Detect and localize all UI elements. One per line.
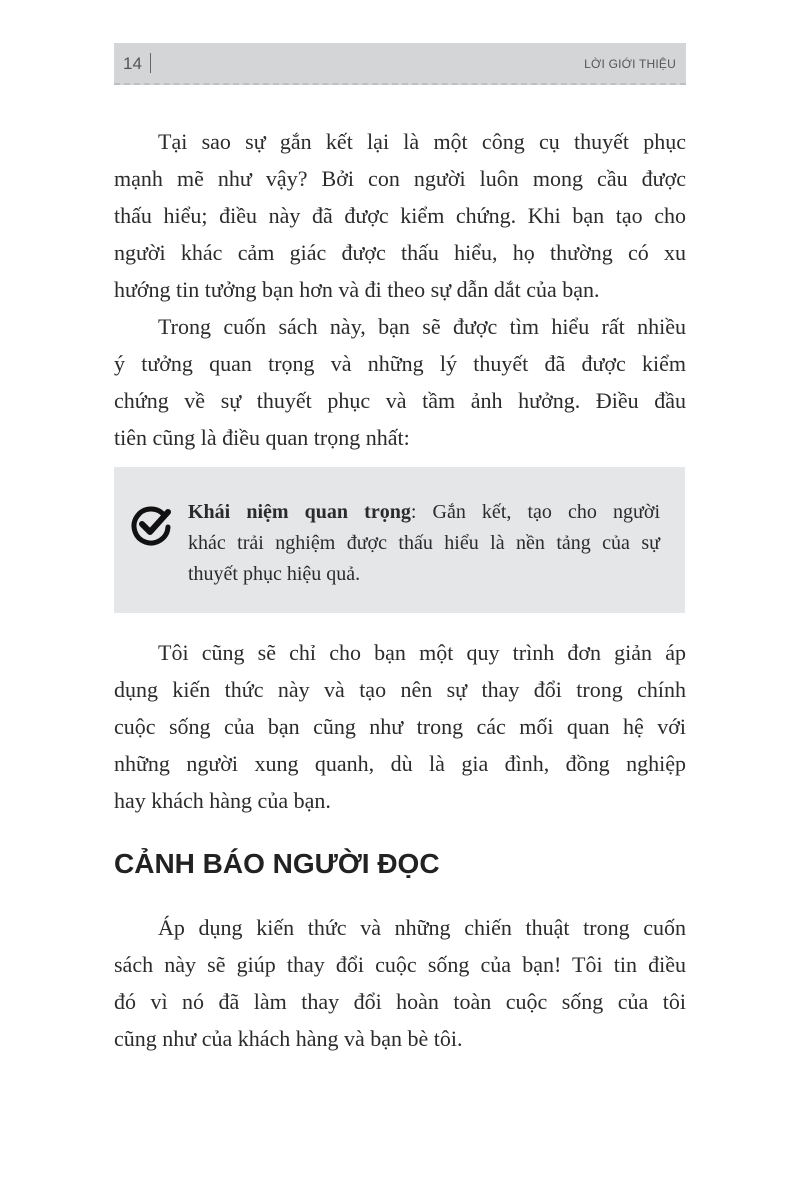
section-title: LỜI GIỚI THIỆU <box>584 57 676 71</box>
paragraph-3 <box>114 634 686 819</box>
text-line: chứng về sự thuyết phục và tầm ảnh hưởng. Điều đầu <box>114 388 686 413</box>
callout-text <box>188 497 660 590</box>
paragraph-4 <box>114 909 686 1057</box>
text-line: Tại sao sự gắn kết lại là một công cụ thuyết phục <box>158 129 686 154</box>
text-line: hay khách hàng của bạn. <box>114 788 331 813</box>
key-concept-callout <box>114 467 685 613</box>
text-line: Áp dụng kiến thức và những chiến thuật trong cuốn <box>158 915 686 940</box>
text-line: Tôi cũng sẽ chỉ cho bạn một quy trình đơn giản áp <box>158 640 686 665</box>
text-line: cũng như của khách hàng và bạn bè tôi. <box>114 1026 463 1051</box>
text-line: những người xung quanh, dù là gia đình, đồng nghiệp <box>114 751 686 776</box>
callout-line: thuyết phục hiệu quả. <box>188 563 361 585</box>
callout-label: Khái niệm quan trọng <box>188 501 411 523</box>
text-line: dụng kiến thức này và tạo nên sự thay đổi trong chính <box>114 677 686 702</box>
callout-line: : Gắn kết, tạo cho người <box>410 501 660 523</box>
text-line: Trong cuốn sách này, bạn sẽ được tìm hiểu rất nhiều <box>158 314 686 339</box>
text-line: hướng tin tưởng bạn hơn và đi theo sự dẫn dắt của bạn. <box>114 277 600 302</box>
paragraph-2 <box>114 308 686 456</box>
text-line: tiên cũng là điều quan trọng nhất: <box>114 425 410 450</box>
paragraph-1 <box>114 123 686 308</box>
running-header <box>114 43 686 85</box>
text-line: thấu hiểu; điều này đã được kiểm chứng. Khi bạn tạo cho <box>114 203 686 228</box>
text-line: mạnh mẽ như vậy? Bởi con người luôn mong cầu được <box>114 166 686 191</box>
page-number: 14 <box>123 54 142 73</box>
text-line: sách này sẽ giúp thay đổi cuộc sống của bạn! Tôi tin điều <box>114 952 686 977</box>
text-line: cuộc sống của bạn cũng như trong các mối quan hệ với <box>114 714 686 739</box>
text-line: đó vì nó đã làm thay đổi hoàn toàn cuộc sống của tôi <box>114 989 686 1014</box>
check-circle-icon <box>130 503 174 547</box>
text-line: ý tưởng quan trọng và những lý thuyết đã được kiểm <box>114 351 686 376</box>
text-line: người khác cảm giác được thấu hiểu, họ thường có xu <box>114 240 686 265</box>
header-divider <box>150 53 151 73</box>
section-heading: CẢNH BÁO NGƯỜI ĐỌC <box>114 848 440 879</box>
callout-line: khác trải nghiệm được thấu hiểu là nền tảng của sự <box>188 532 660 554</box>
